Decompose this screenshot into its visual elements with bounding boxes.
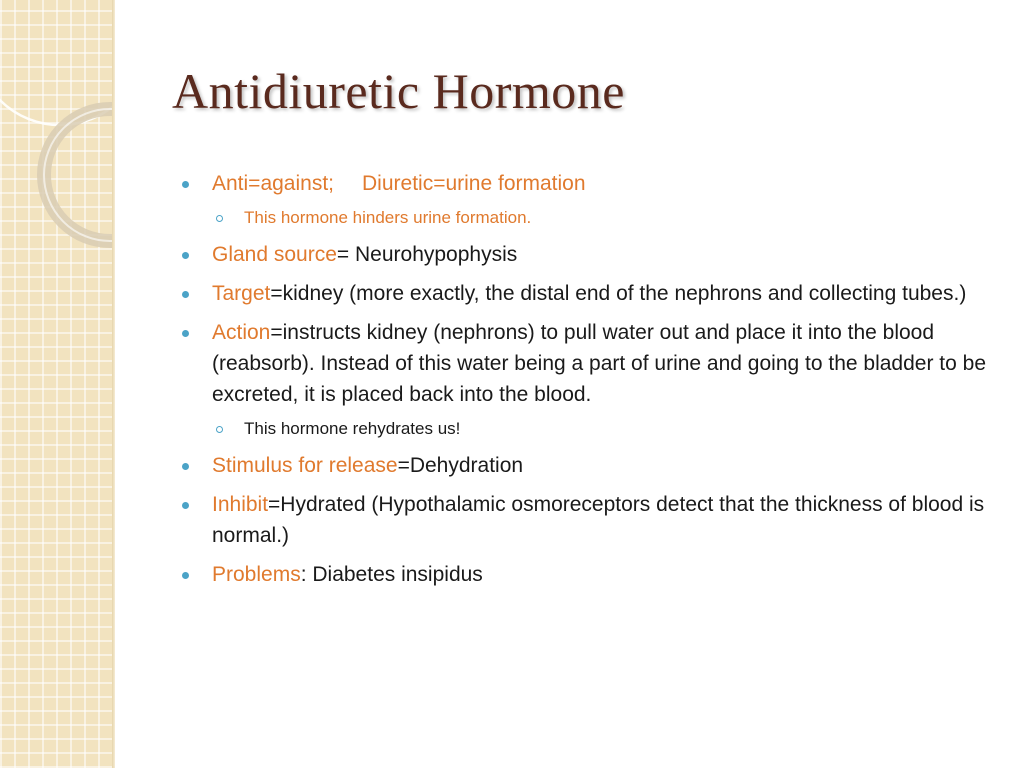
list-item-gland-source: [176, 239, 996, 270]
diuretic-label: Diuretic=urine formation: [362, 172, 586, 195]
list-item-inhibit: [176, 489, 996, 551]
list-item-anti: [176, 168, 996, 199]
stimulus-label: Stimulus for release: [212, 454, 398, 477]
problems-text: : Diabetes insipidus: [300, 563, 483, 586]
target-text: =kidney (more exactly, the distal end of the nephrons and collecting tubes.): [270, 282, 967, 305]
action-text: =instructs kidney (nephrons) to pull water out and place it into the blood (reabsorb). Instead of this water being a part of urine and going to the bladder to be excreted, it is placed back into the blood.: [212, 321, 986, 406]
side-band-edge: [112, 0, 115, 768]
decorative-side-band: [0, 0, 112, 768]
problems-label: Problems: [212, 563, 301, 586]
slide-title: Antidiuretic Hormone: [172, 63, 625, 119]
bullet-list: [176, 168, 996, 598]
sub-item-rehydrates: This hormone rehydrates us!: [176, 416, 996, 442]
inhibit-label: Inhibit: [212, 493, 269, 516]
sub-item-hinders: This hormone hinders urine formation.: [176, 205, 996, 231]
anti-label: Anti=against;: [212, 172, 335, 195]
gland-source-text: = Neurohypophysis: [336, 243, 518, 266]
action-label: Action: [212, 321, 271, 344]
list-item-stimulus: [176, 450, 996, 481]
list-item-problems: [176, 559, 996, 590]
gland-source-label: Gland source: [212, 243, 337, 266]
list-item-action: [176, 317, 996, 410]
target-label: Target: [212, 282, 271, 305]
inhibit-text: =Hydrated (Hypothalamic osmoreceptors detect that the thickness of blood is normal.): [212, 493, 985, 547]
stimulus-text: =Dehydration: [397, 454, 524, 477]
list-item-target: [176, 278, 996, 309]
decorative-rings: [0, 0, 112, 768]
